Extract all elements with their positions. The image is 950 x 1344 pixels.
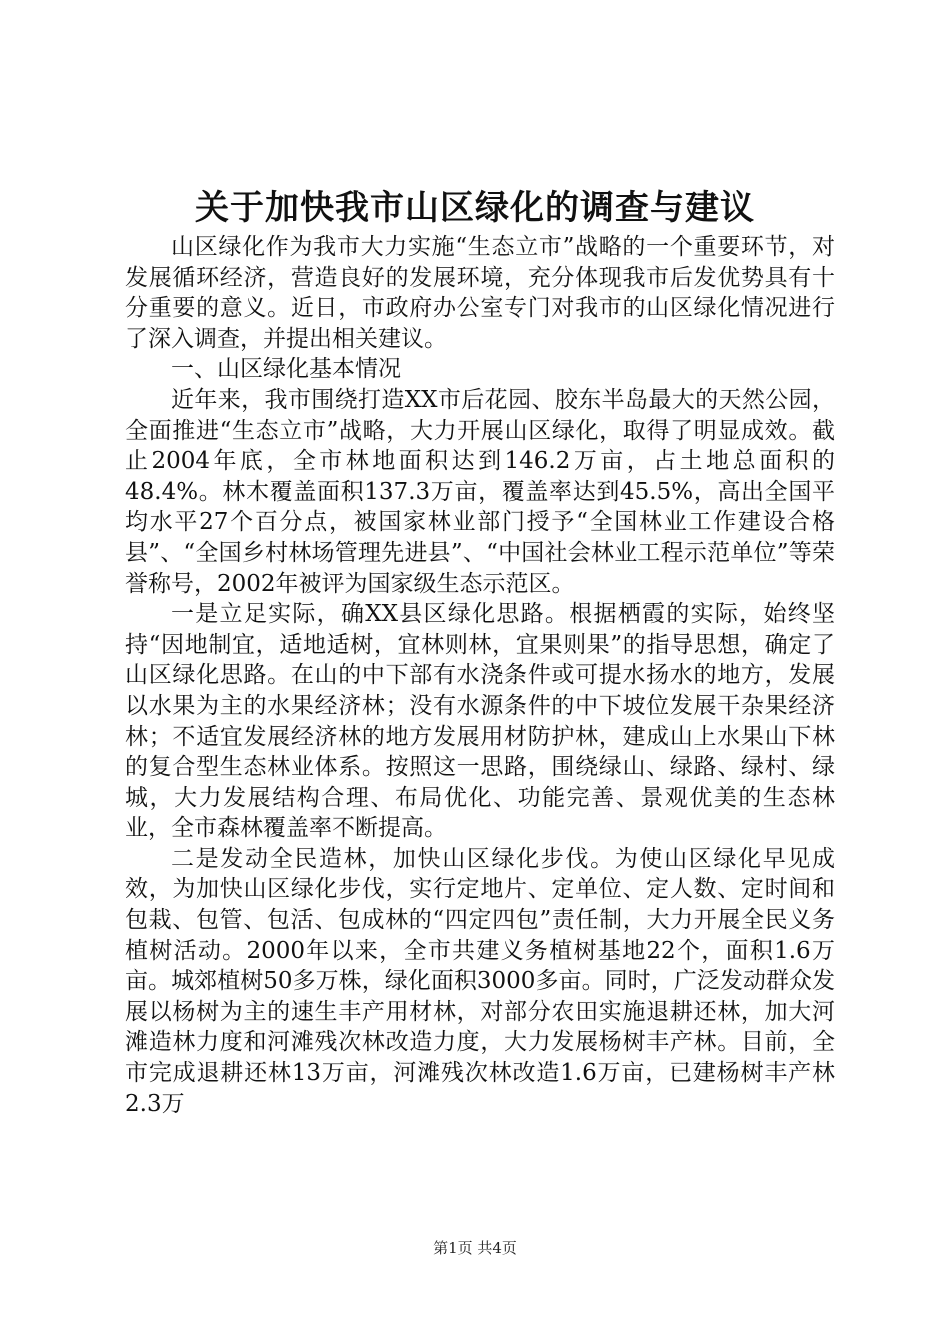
document-body [125, 232, 835, 1119]
page-footer: 第1页 共4页 [433, 1239, 517, 1257]
paragraph-point-one: 一是立足实际，确XX县区绿化思路。根据栖霞的实际，始终坚持“因地制宜，适地适树，宜林则林，宜果则果”的指导思想，确定了山区绿化思路。在山的中下部有水浇条件或可提水扬水的地方，发展以水果为主的水果经济林；没有水源条件的中下坡位发展干杂果经济林；不适宜发展经济林的地方发展用材防护林，建成山上水果山下林的复合型生态林业体系。按照这一思路，围绕绿山、绿路、绿村、绿城，大力发展结构合理、布局优化、功能完善、景观优美的生态林业，全市森林覆盖率不断提高。 [125, 601, 835, 842]
paragraph-intro: 山区绿化作为我市大力实施“生态立市”战略的一个重要环节，对发展循环经济，营造良好的发展环境，充分体现我市后发优势具有十分重要的意义。近日，市政府办公室专门对我市的山区绿化情况进行了深入调查，并提出相关建议。 [125, 234, 835, 352]
section-heading: 一、山区绿化基本情况 [171, 356, 401, 383]
paragraph-point-two: 二是发动全民造林，加快山区绿化步伐。为使山区绿化早见成效，为加快山区绿化步伐，实行定地片、定单位、定人数、定时间和包栽、包管、包活、包成林的“四定四包”责任制，大力开展全民义务植树活动。2000年以来，全市共建义务植树基地22个，面积1.6万亩。城郊植树50多万株，绿化面积3000多亩。同时，广泛发动群众发展以杨树为主的速生丰产用材林，对部分农田实施退耕还林，加大河滩造林力度和河滩残次林改造力度，大力发展杨树丰产林。目前，全市完成退耕还林13万亩，河滩残次林改造1.6万亩，已建杨树丰产林2.3万 [125, 845, 835, 1117]
paragraph-overview: 近年来，我市围绕打造XX市后花园、胶东半岛最大的天然公园，全面推进“生态立市”战略，大力开展山区绿化，取得了明显成效。截止2004年底，全市林地面积达到146.2万亩，占土地总面积的48.4%。林木覆盖面积137.3万亩，覆盖率达到45.5%，高出全国平均水平27个百分点，被国家林业部门授予“全国林业工作建设合格县”、“全国乡村林场管理先进县”、“中国社会林业工程示范单位”等荣誉称号，2002年被评为国家级生态示范区。 [125, 386, 835, 597]
document-title: 关于加快我市山区绿化的调查与建议 [195, 188, 755, 228]
